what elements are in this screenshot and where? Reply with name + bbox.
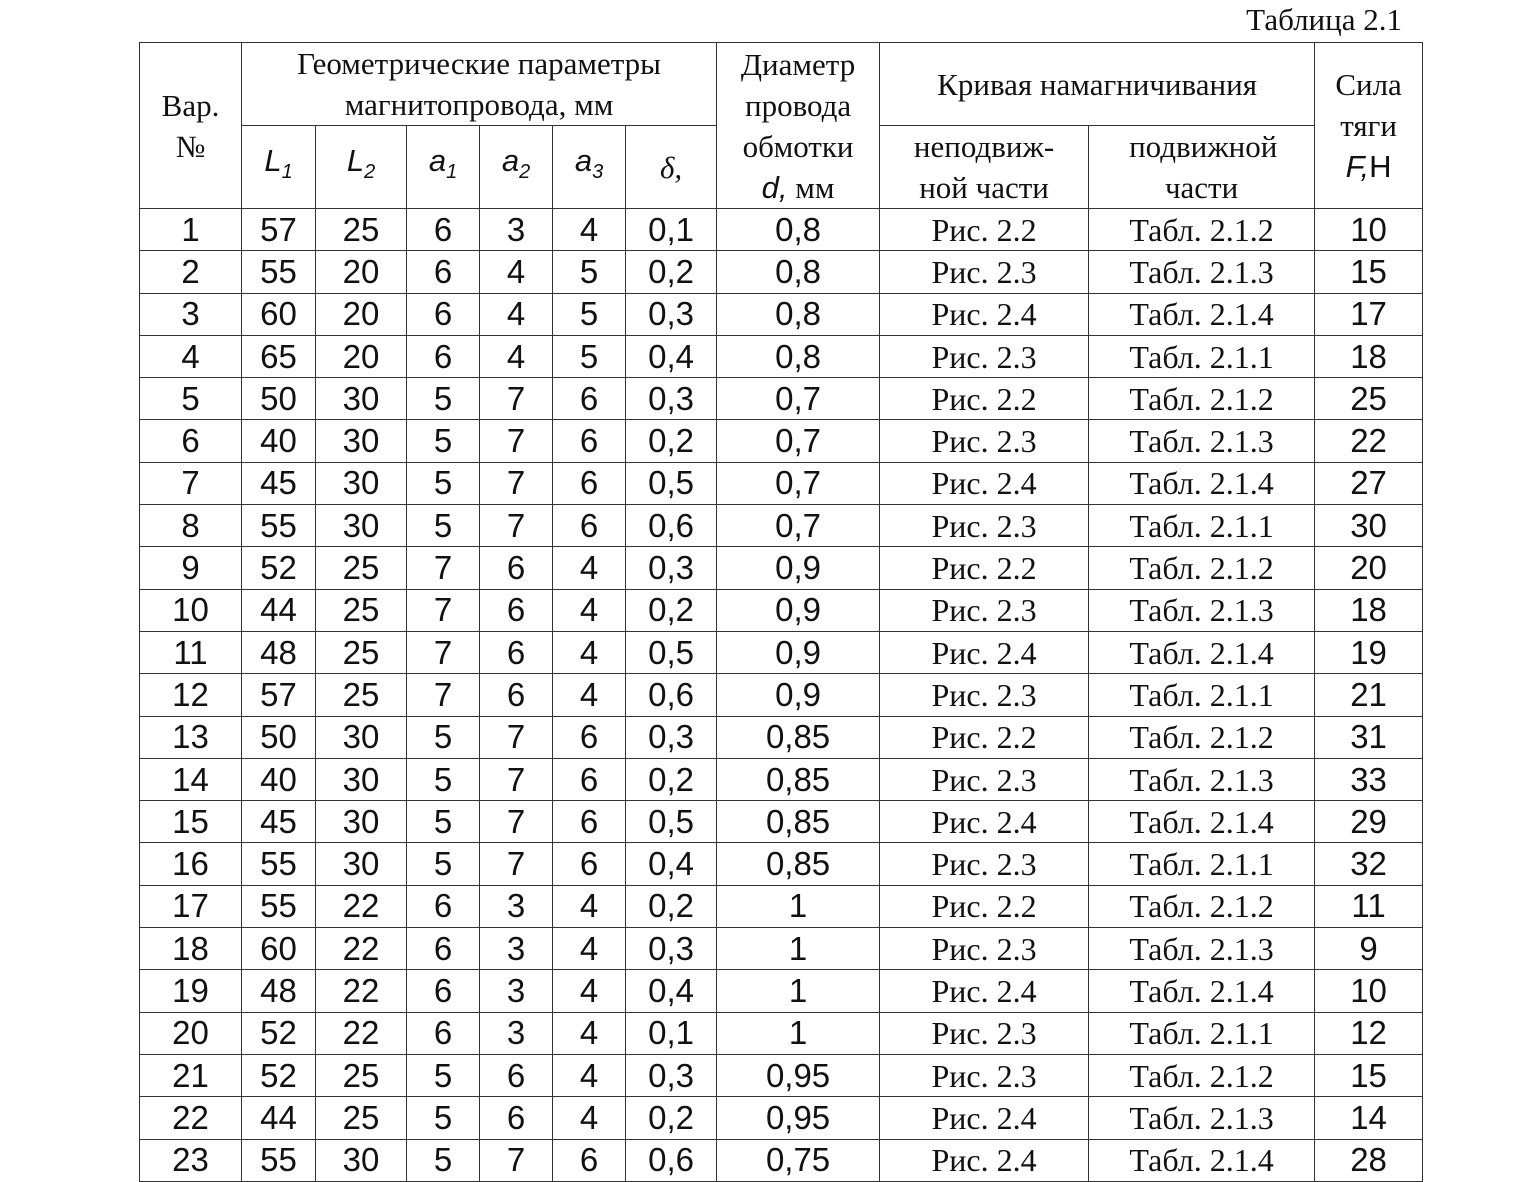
cell-variant: 23 — [140, 1139, 242, 1181]
cell-l2: 25 — [316, 1054, 407, 1096]
cell-diameter: 1 — [717, 970, 880, 1012]
cell-variant: 16 — [140, 843, 242, 885]
cell-l2: 20 — [316, 335, 407, 377]
cell-diameter: 0,85 — [717, 758, 880, 800]
table-row — [140, 251, 1423, 293]
header-geometry: Геометрические параметры магнитопровода, мм — [242, 43, 717, 126]
cell-diameter: 0,7 — [717, 378, 880, 420]
cell-diameter: 0,75 — [717, 1139, 880, 1181]
cell-a3: 4 — [553, 547, 626, 589]
cell-a3: 4 — [553, 674, 626, 716]
cell-force: 28 — [1315, 1139, 1423, 1181]
cell-a2: 7 — [480, 1139, 553, 1181]
cell-a1: 5 — [407, 716, 480, 758]
table-row — [140, 293, 1423, 335]
cell-a2: 6 — [480, 674, 553, 716]
cell-fixed-curve: Рис. 2.3 — [880, 505, 1089, 547]
cell-a3: 6 — [553, 420, 626, 462]
cell-l1: 55 — [242, 843, 316, 885]
table-row — [140, 843, 1423, 885]
table-row — [140, 1054, 1423, 1096]
cell-a3: 6 — [553, 462, 626, 504]
cell-a2: 3 — [480, 1012, 553, 1054]
cell-variant: 1 — [140, 209, 242, 251]
table-row — [140, 970, 1423, 1012]
cell-l1: 55 — [242, 251, 316, 293]
header-fixed-part: неподвиж-ной части — [880, 126, 1089, 209]
cell-l2: 25 — [316, 674, 407, 716]
cell-moving-curve: Табл. 2.1.4 — [1089, 631, 1315, 673]
cell-variant: 21 — [140, 1054, 242, 1096]
variants-table — [139, 42, 1423, 1182]
cell-variant: 14 — [140, 758, 242, 800]
cell-diameter: 0,85 — [717, 801, 880, 843]
cell-a1: 5 — [407, 1139, 480, 1181]
cell-a1: 6 — [407, 928, 480, 970]
cell-variant: 3 — [140, 293, 242, 335]
cell-l1: 48 — [242, 631, 316, 673]
cell-a2: 6 — [480, 1097, 553, 1139]
cell-l2: 30 — [316, 843, 407, 885]
cell-variant: 15 — [140, 801, 242, 843]
cell-l1: 44 — [242, 1097, 316, 1139]
cell-a3: 4 — [553, 928, 626, 970]
table-row — [140, 758, 1423, 800]
cell-fixed-curve: Рис. 2.4 — [880, 293, 1089, 335]
table-row — [140, 801, 1423, 843]
cell-l1: 40 — [242, 420, 316, 462]
cell-a3: 4 — [553, 1012, 626, 1054]
cell-delta: 0,3 — [626, 293, 717, 335]
cell-a1: 7 — [407, 589, 480, 631]
cell-a3: 6 — [553, 801, 626, 843]
header-a2: $a_2$ — [480, 126, 553, 209]
cell-delta: 0,2 — [626, 758, 717, 800]
cell-force: 14 — [1315, 1097, 1423, 1139]
table-row — [140, 378, 1423, 420]
cell-a2: 3 — [480, 885, 553, 927]
cell-a2: 4 — [480, 335, 553, 377]
cell-l2: 22 — [316, 970, 407, 1012]
cell-variant: 13 — [140, 716, 242, 758]
cell-moving-curve: Табл. 2.1.4 — [1089, 293, 1315, 335]
cell-l2: 22 — [316, 1012, 407, 1054]
cell-a3: 4 — [553, 631, 626, 673]
header-L2: $L_2$ — [316, 126, 407, 209]
cell-l1: 50 — [242, 716, 316, 758]
cell-moving-curve: Табл. 2.1.2 — [1089, 378, 1315, 420]
cell-fixed-curve: Рис. 2.3 — [880, 335, 1089, 377]
cell-a3: 4 — [553, 1054, 626, 1096]
cell-variant: 8 — [140, 505, 242, 547]
cell-a2: 7 — [480, 843, 553, 885]
header-variant: Вар. № — [140, 43, 242, 209]
cell-diameter: 0,8 — [717, 251, 880, 293]
cell-l2: 30 — [316, 378, 407, 420]
cell-diameter: 1 — [717, 1012, 880, 1054]
cell-force: 11 — [1315, 885, 1423, 927]
cell-fixed-curve: Рис. 2.4 — [880, 1097, 1089, 1139]
cell-variant: 20 — [140, 1012, 242, 1054]
cell-a2: 7 — [480, 758, 553, 800]
cell-fixed-curve: Рис. 2.4 — [880, 631, 1089, 673]
cell-diameter: 0,9 — [717, 631, 880, 673]
cell-force: 10 — [1315, 970, 1423, 1012]
table-row — [140, 505, 1423, 547]
cell-l2: 25 — [316, 631, 407, 673]
cell-delta: 0,2 — [626, 589, 717, 631]
cell-force: 30 — [1315, 505, 1423, 547]
header-magnetization-curve: Кривая намагничивания — [880, 43, 1315, 126]
cell-l2: 30 — [316, 505, 407, 547]
cell-a3: 4 — [553, 1097, 626, 1139]
header-moving-part: подвижной части — [1089, 126, 1315, 209]
cell-l2: 30 — [316, 801, 407, 843]
cell-variant: 18 — [140, 928, 242, 970]
cell-a2: 6 — [480, 547, 553, 589]
cell-diameter: 0,85 — [717, 843, 880, 885]
cell-force: 15 — [1315, 1054, 1423, 1096]
cell-moving-curve: Табл. 2.1.1 — [1089, 674, 1315, 716]
cell-variant: 17 — [140, 885, 242, 927]
cell-delta: 0,3 — [626, 928, 717, 970]
cell-a3: 4 — [553, 885, 626, 927]
cell-a1: 5 — [407, 758, 480, 800]
cell-force: 22 — [1315, 420, 1423, 462]
cell-l1: 44 — [242, 589, 316, 631]
cell-a3: 6 — [553, 758, 626, 800]
cell-l1: 57 — [242, 674, 316, 716]
header-force: Сила тяги F,Н — [1315, 43, 1423, 209]
cell-a1: 5 — [407, 378, 480, 420]
cell-diameter: 1 — [717, 928, 880, 970]
cell-delta: 0,4 — [626, 970, 717, 1012]
cell-fixed-curve: Рис. 2.3 — [880, 928, 1089, 970]
cell-force: 32 — [1315, 843, 1423, 885]
cell-a2: 3 — [480, 970, 553, 1012]
cell-a2: 7 — [480, 378, 553, 420]
cell-l2: 25 — [316, 589, 407, 631]
table-row — [140, 209, 1423, 251]
cell-a3: 6 — [553, 505, 626, 547]
cell-moving-curve: Табл. 2.1.4 — [1089, 970, 1315, 1012]
cell-moving-curve: Табл. 2.1.3 — [1089, 251, 1315, 293]
cell-l2: 25 — [316, 1097, 407, 1139]
cell-moving-curve: Табл. 2.1.2 — [1089, 1054, 1315, 1096]
cell-l1: 55 — [242, 1139, 316, 1181]
cell-l2: 22 — [316, 885, 407, 927]
cell-l1: 48 — [242, 970, 316, 1012]
cell-l2: 30 — [316, 716, 407, 758]
cell-force: 19 — [1315, 631, 1423, 673]
cell-variant: 7 — [140, 462, 242, 504]
cell-moving-curve: Табл. 2.1.4 — [1089, 801, 1315, 843]
cell-a1: 5 — [407, 1054, 480, 1096]
cell-moving-curve: Табл. 2.1.4 — [1089, 462, 1315, 504]
cell-a1: 6 — [407, 1012, 480, 1054]
cell-force: 18 — [1315, 589, 1423, 631]
table-row — [140, 462, 1423, 504]
cell-l1: 57 — [242, 209, 316, 251]
cell-fixed-curve: Рис. 2.3 — [880, 1012, 1089, 1054]
table-row — [140, 547, 1423, 589]
header-L1: $L_1$ — [242, 126, 316, 209]
cell-a1: 6 — [407, 970, 480, 1012]
table-row — [140, 1012, 1423, 1054]
cell-a1: 7 — [407, 547, 480, 589]
table-row — [140, 928, 1423, 970]
cell-delta: 0,6 — [626, 505, 717, 547]
table-row — [140, 1097, 1423, 1139]
cell-diameter: 0,7 — [717, 420, 880, 462]
cell-fixed-curve: Рис. 2.3 — [880, 420, 1089, 462]
cell-l1: 52 — [242, 1054, 316, 1096]
cell-l2: 30 — [316, 420, 407, 462]
table-row — [140, 674, 1423, 716]
cell-force: 29 — [1315, 801, 1423, 843]
cell-force: 31 — [1315, 716, 1423, 758]
cell-diameter: 0,95 — [717, 1097, 880, 1139]
cell-diameter: 0,8 — [717, 335, 880, 377]
cell-diameter: 0,9 — [717, 674, 880, 716]
cell-force: 10 — [1315, 209, 1423, 251]
cell-delta: 0,2 — [626, 251, 717, 293]
cell-a3: 4 — [553, 970, 626, 1012]
cell-a1: 6 — [407, 885, 480, 927]
cell-moving-curve: Табл. 2.1.1 — [1089, 335, 1315, 377]
cell-a2: 7 — [480, 716, 553, 758]
cell-l1: 65 — [242, 335, 316, 377]
table-row — [140, 420, 1423, 462]
cell-moving-curve: Табл. 2.1.2 — [1089, 209, 1315, 251]
cell-a1: 5 — [407, 420, 480, 462]
cell-l2: 20 — [316, 251, 407, 293]
table-row — [140, 716, 1423, 758]
cell-delta: 0,4 — [626, 335, 717, 377]
cell-a2: 3 — [480, 928, 553, 970]
cell-delta: 0,6 — [626, 674, 717, 716]
cell-fixed-curve: Рис. 2.4 — [880, 1139, 1089, 1181]
cell-a2: 6 — [480, 1054, 553, 1096]
cell-diameter: 0,9 — [717, 589, 880, 631]
cell-a1: 7 — [407, 674, 480, 716]
cell-a2: 3 — [480, 209, 553, 251]
cell-moving-curve: Табл. 2.1.4 — [1089, 1139, 1315, 1181]
cell-diameter: 1 — [717, 885, 880, 927]
table-caption: Таблица 2.1 — [1246, 2, 1402, 37]
header-diameter: Диаметр провода обмотки d, мм — [717, 43, 880, 209]
cell-delta: 0,6 — [626, 1139, 717, 1181]
cell-a3: 4 — [553, 209, 626, 251]
cell-moving-curve: Табл. 2.1.3 — [1089, 928, 1315, 970]
cell-a3: 6 — [553, 1139, 626, 1181]
cell-a3: 5 — [553, 293, 626, 335]
cell-a1: 5 — [407, 505, 480, 547]
cell-moving-curve: Табл. 2.1.2 — [1089, 716, 1315, 758]
cell-moving-curve: Табл. 2.1.2 — [1089, 547, 1315, 589]
header-a3: $a_3$ — [553, 126, 626, 209]
cell-l1: 60 — [242, 928, 316, 970]
cell-fixed-curve: Рис. 2.3 — [880, 674, 1089, 716]
cell-delta: 0,2 — [626, 420, 717, 462]
cell-diameter: 0,8 — [717, 293, 880, 335]
cell-a1: 6 — [407, 293, 480, 335]
cell-delta: 0,1 — [626, 209, 717, 251]
cell-a1: 6 — [407, 251, 480, 293]
cell-a2: 6 — [480, 631, 553, 673]
cell-l1: 45 — [242, 462, 316, 504]
cell-l1: 60 — [242, 293, 316, 335]
cell-l2: 30 — [316, 462, 407, 504]
cell-moving-curve: Табл. 2.1.3 — [1089, 589, 1315, 631]
table-row — [140, 335, 1423, 377]
cell-delta: 0,4 — [626, 843, 717, 885]
cell-a3: 5 — [553, 335, 626, 377]
cell-a2: 7 — [480, 420, 553, 462]
cell-fixed-curve: Рис. 2.4 — [880, 970, 1089, 1012]
cell-a3: 4 — [553, 589, 626, 631]
cell-a3: 5 — [553, 251, 626, 293]
cell-a1: 5 — [407, 1097, 480, 1139]
cell-l1: 50 — [242, 378, 316, 420]
cell-l2: 25 — [316, 547, 407, 589]
cell-moving-curve: Табл. 2.1.3 — [1089, 758, 1315, 800]
cell-a3: 6 — [553, 716, 626, 758]
table-row — [140, 589, 1423, 631]
cell-a1: 5 — [407, 462, 480, 504]
cell-delta: 0,2 — [626, 1097, 717, 1139]
cell-force: 17 — [1315, 293, 1423, 335]
cell-force: 20 — [1315, 547, 1423, 589]
cell-variant: 9 — [140, 547, 242, 589]
cell-l2: 22 — [316, 928, 407, 970]
cell-a2: 7 — [480, 801, 553, 843]
cell-l2: 30 — [316, 758, 407, 800]
cell-fixed-curve: Рис. 2.3 — [880, 1054, 1089, 1096]
cell-diameter: 0,7 — [717, 462, 880, 504]
cell-force: 15 — [1315, 251, 1423, 293]
cell-diameter: 0,85 — [717, 716, 880, 758]
cell-variant: 2 — [140, 251, 242, 293]
cell-variant: 19 — [140, 970, 242, 1012]
cell-delta: 0,5 — [626, 631, 717, 673]
cell-moving-curve: Табл. 2.1.1 — [1089, 843, 1315, 885]
cell-diameter: 0,8 — [717, 209, 880, 251]
cell-delta: 0,3 — [626, 547, 717, 589]
cell-variant: 5 — [140, 378, 242, 420]
cell-l2: 20 — [316, 293, 407, 335]
cell-l1: 52 — [242, 1012, 316, 1054]
cell-moving-curve: Табл. 2.1.1 — [1089, 1012, 1315, 1054]
cell-a2: 4 — [480, 293, 553, 335]
cell-delta: 0,3 — [626, 1054, 717, 1096]
cell-fixed-curve: Рис. 2.2 — [880, 885, 1089, 927]
table-row — [140, 631, 1423, 673]
cell-delta: 0,5 — [626, 801, 717, 843]
cell-force: 25 — [1315, 378, 1423, 420]
table-row — [140, 885, 1423, 927]
cell-fixed-curve: Рис. 2.3 — [880, 589, 1089, 631]
cell-l2: 30 — [316, 1139, 407, 1181]
cell-force: 27 — [1315, 462, 1423, 504]
cell-a2: 6 — [480, 589, 553, 631]
cell-a1: 6 — [407, 335, 480, 377]
cell-fixed-curve: Рис. 2.4 — [880, 462, 1089, 504]
cell-force: 21 — [1315, 674, 1423, 716]
cell-a3: 6 — [553, 378, 626, 420]
cell-a2: 4 — [480, 251, 553, 293]
cell-l1: 52 — [242, 547, 316, 589]
cell-diameter: 0,7 — [717, 505, 880, 547]
cell-fixed-curve: Рис. 2.4 — [880, 801, 1089, 843]
cell-variant: 22 — [140, 1097, 242, 1139]
cell-variant: 6 — [140, 420, 242, 462]
cell-force: 9 — [1315, 928, 1423, 970]
cell-a3: 6 — [553, 843, 626, 885]
cell-delta: 0,5 — [626, 462, 717, 504]
cell-force: 12 — [1315, 1012, 1423, 1054]
cell-a1: 7 — [407, 631, 480, 673]
cell-delta: 0,2 — [626, 885, 717, 927]
cell-a2: 7 — [480, 462, 553, 504]
cell-l1: 45 — [242, 801, 316, 843]
cell-fixed-curve: Рис. 2.2 — [880, 209, 1089, 251]
cell-fixed-curve: Рис. 2.3 — [880, 251, 1089, 293]
cell-fixed-curve: Рис. 2.2 — [880, 716, 1089, 758]
cell-a1: 6 — [407, 209, 480, 251]
cell-variant: 11 — [140, 631, 242, 673]
cell-l1: 55 — [242, 885, 316, 927]
cell-delta: 0,3 — [626, 378, 717, 420]
table-row — [140, 1139, 1423, 1181]
cell-diameter: 0,9 — [717, 547, 880, 589]
cell-moving-curve: Табл. 2.1.3 — [1089, 420, 1315, 462]
cell-variant: 10 — [140, 589, 242, 631]
cell-l2: 25 — [316, 209, 407, 251]
cell-delta: 0,3 — [626, 716, 717, 758]
cell-a2: 7 — [480, 505, 553, 547]
cell-l1: 55 — [242, 505, 316, 547]
cell-force: 18 — [1315, 335, 1423, 377]
cell-variant: 4 — [140, 335, 242, 377]
cell-variant: 12 — [140, 674, 242, 716]
cell-l1: 40 — [242, 758, 316, 800]
cell-a1: 5 — [407, 801, 480, 843]
cell-fixed-curve: Рис. 2.2 — [880, 547, 1089, 589]
cell-moving-curve: Табл. 2.1.3 — [1089, 1097, 1315, 1139]
cell-fixed-curve: Рис. 2.3 — [880, 758, 1089, 800]
cell-fixed-curve: Рис. 2.3 — [880, 843, 1089, 885]
header-a1: $a_1$ — [407, 126, 480, 209]
cell-force: 33 — [1315, 758, 1423, 800]
cell-fixed-curve: Рис. 2.2 — [880, 378, 1089, 420]
cell-a1: 5 — [407, 843, 480, 885]
cell-moving-curve: Табл. 2.1.2 — [1089, 885, 1315, 927]
cell-delta: 0,1 — [626, 1012, 717, 1054]
cell-diameter: 0,95 — [717, 1054, 880, 1096]
cell-moving-curve: Табл. 2.1.1 — [1089, 505, 1315, 547]
header-delta: δ, — [626, 126, 717, 209]
